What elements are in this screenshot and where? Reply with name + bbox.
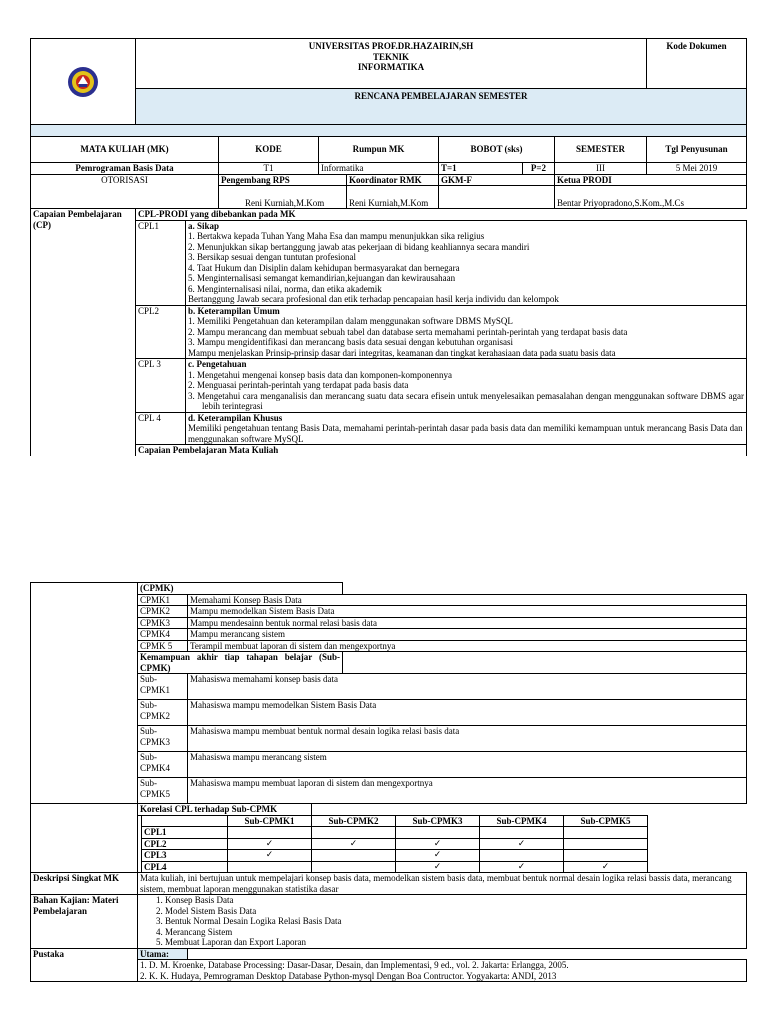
korelasi-cell: ✓ — [480, 861, 564, 873]
course-code: T1 — [219, 163, 319, 175]
mk-header: MATA KULIAH (MK) — [31, 137, 219, 163]
cp-label: Capaian Pembelajaran (CP) — [31, 209, 136, 456]
korelasi-left-blank — [31, 804, 138, 873]
university-name: UNIVERSITAS PROF.DR.HAZAIRIN,SH — [308, 41, 474, 51]
cpmk-text: Memahami Konsep Basis Data — [188, 594, 747, 606]
korelasi-cell — [312, 850, 396, 862]
course-name: Pemrograman Basis Data — [31, 163, 219, 175]
koordinator-name: Reni Kurniah,M.Kom — [347, 186, 439, 209]
cpmk-text: Mampu mendesainn bentuk normal relasi basis data — [188, 617, 747, 629]
sub-cpmk-code: Sub-CPMK2 — [138, 700, 188, 726]
sub-cpmk-text: Mahasiswa mampu merancang sistem — [188, 752, 747, 778]
bahan-item: 4. Merancang Sistem — [156, 926, 233, 937]
korelasi-col-header: Sub-CPMK2 — [312, 815, 396, 827]
kode-dokumen: Kode Dokumen — [647, 39, 747, 89]
korelasi-cell — [312, 861, 396, 873]
korelasi-col-header: Sub-CPMK3 — [396, 815, 480, 827]
sub-cpmk-code: Sub-CPMK3 — [138, 726, 188, 752]
pustaka-list — [138, 960, 747, 982]
ketua-label: Ketua PRODI — [555, 174, 747, 186]
gkm-label: GKM-F — [439, 174, 555, 186]
cpl2-item: 1. Memiliki Pengetahuan dan keterampilan dalam menggunakan software DBMS MySQL — [188, 316, 513, 326]
pustaka-item: 2. K. K. Hudaya, Pemrograman Desktop Database Python-mysql Dengan Boa Contructor. Yogyakarta: ANDI, 2013 — [140, 970, 557, 981]
cpmk-text: Mampu merancang sistem — [188, 629, 747, 641]
korelasi-cell — [396, 827, 480, 839]
cpl1-code: CPL1 — [136, 220, 186, 305]
cpmk-code: CPMK2 — [138, 606, 188, 618]
cpl1-title: a. Sikap — [188, 220, 220, 231]
korelasi-cell — [480, 850, 564, 862]
korelasi-col-header: Sub-CPMK5 — [564, 815, 648, 827]
cpmk-code: CPMK4 — [138, 629, 188, 641]
utama-blank — [188, 948, 747, 960]
cpl2-extra: Mampu menjelaskan Prinsip-prinsip dasar dari integritas, keamanan dan tingkat kerahasiaan data pada suatu basis data — [188, 347, 616, 358]
koordinator-label: Koordinator RMK — [347, 174, 439, 186]
sub-cpmk-header: Kemampuan akhir tiap tahapan belajar (Sub-CPMK) — [138, 652, 343, 674]
korelasi-cell: ✓ — [228, 838, 312, 850]
korelasi-cell — [564, 850, 648, 862]
bahan-item: 2. Model Sistem Basis Data — [156, 905, 257, 916]
bobot-p: P=2 — [523, 163, 555, 175]
cpl1-item: 4. Taat Hukum dan Disiplin dalam kehidupan bermasyarakat dan bernegara — [188, 262, 460, 273]
cpl1-item: 6. Menginternalisasi nilai, norma, dan etika akademik — [188, 283, 382, 294]
korelasi-cell: ✓ — [312, 838, 396, 850]
korelasi-corner — [142, 815, 228, 827]
korelasi-cell — [312, 827, 396, 839]
cpmk-label-blank — [343, 583, 747, 595]
bahan-item: 1. Konsep Basis Data — [156, 895, 234, 905]
cpmk-code: CPMK3 — [138, 617, 188, 629]
cpl2-item: 2. Mampu merancang dan membuat sebuah tabel dan database serta memahami perintah-perintah yang terdapat basis data — [188, 326, 628, 337]
bahan-list — [138, 895, 747, 949]
korelasi-cell — [564, 838, 648, 850]
cpl1-content — [186, 220, 747, 305]
bobot-t: T=1 — [439, 163, 523, 175]
gkm-name — [439, 186, 555, 209]
korelasi-cell: ✓ — [564, 861, 648, 873]
sub-cpmk-text: Mahasiswa memahami konsep basis data — [188, 674, 747, 700]
university-logo — [67, 66, 99, 98]
cpl1-item: 2. Menunjukkan sikap bertanggung jawab atas pekerjaan di bidang keahliannya secara mandiri — [188, 241, 530, 252]
bahan-item: 3. Bentuk Normal Desain Logika Relasi Basis Data — [156, 916, 342, 926]
korelasi-table — [30, 803, 747, 873]
cpmk-header: Capaian Pembelajaran Mata Kuliah — [136, 445, 747, 456]
korelasi-cell — [228, 861, 312, 873]
kode-header: KODE — [219, 137, 319, 163]
cpmk-label: (CPMK) — [138, 583, 343, 595]
program-name: INFORMATIKA — [357, 62, 425, 72]
doc-title: RENCANA PEMBELAJARAN SEMESTER — [136, 89, 747, 125]
deskripsi-text: Mata kuliah, ini bertujuan untuk mempelajari konsep basis data, memodelkan sistem basis data, membuat bentuk normal desain logika relasi bassis data, merancang sistem, membuat laporan menggunakan statistika dasar — [138, 873, 747, 895]
rps-page-1 — [30, 38, 746, 456]
rps-page-2 — [30, 582, 747, 982]
cpl3-item: 2. Menguasai perintah-perintah yang terdapat pada basis data — [188, 380, 409, 390]
cpmk-text: Terampil membuat laporan di sistem dan mengexportnya — [188, 640, 747, 652]
sub-cpmk-text: Mahasiswa mampu membuat laporan di sistem dan mengexportnya — [188, 778, 747, 804]
rps-header-table — [30, 38, 747, 209]
bahan-label: Bahan Kajian: Materi Pembelajaran — [31, 895, 138, 949]
pengembang-text: Reni Kurniah,M.Kom — [245, 197, 325, 208]
cpmk-text: Mampu memodelkan Sistem Basis Data — [188, 606, 747, 618]
korelasi-right-blank — [648, 815, 747, 873]
cpl3-title: c. Pengetahuan — [188, 359, 247, 369]
korelasi-row-label: CPL3 — [142, 850, 228, 862]
cpl3-item: 3. Mengetahui cara menganalisis dan merancang suatu data secara efisein untuk menyelesaikan pemasalahan dengan menggunakan software DBMS agar lebih terintegrasi — [188, 390, 745, 411]
cpl1-extra: Bertanggung Jawab secara profesional dan etik terhadap pencapaian hasil kerja individu dan kelompok — [188, 294, 559, 304]
cpmk-left-blank — [31, 583, 138, 778]
cpl3-code: CPL 3 — [136, 359, 186, 413]
korelasi-row-label: CPL4 — [142, 861, 228, 873]
korelasi-cell: ✓ — [228, 850, 312, 862]
cpl1-item: 3. Bersikap sesuai dengan tuntutan profesional — [188, 252, 356, 262]
korelasi-col-header: Sub-CPMK1 — [228, 815, 312, 827]
cpl3-content — [186, 359, 747, 413]
cpl4-title: d. Keterampilan Khusus — [188, 412, 283, 423]
sub-cpmk-header-blank — [343, 652, 747, 674]
korelasi-col-header: Sub-CPMK4 — [480, 815, 564, 827]
korelasi-cell: ✓ — [396, 850, 480, 862]
otorisasi-label: OTORISASI — [31, 174, 219, 209]
deskripsi-table — [30, 872, 747, 982]
cpl4-content — [186, 412, 747, 445]
sub-cpmk-code: Sub-CPMK4 — [138, 752, 188, 778]
logo-cell — [31, 39, 136, 125]
cpl2-code: CPL2 — [136, 305, 186, 359]
ketua-name: Bentar Priyopradono,S.Kom.,M.Cs — [555, 186, 747, 209]
deskripsi-label: Deskripsi Singkat MK — [31, 873, 138, 895]
cpl1-item: 5. Menginternalisasi semangat kemandirian,kejuangan dan kewirausahaan — [188, 273, 456, 283]
korelasi-row-label: CPL2 — [142, 838, 228, 850]
cpl2-title: b. Keterampilan Umum — [188, 305, 280, 316]
cpl4-text: Memiliki pengetahuan tentang Basis Data, memahami perintah-perintah dasar pada basis data dan memiliki kemampuan untuk merancang Basis Data dan menggunakan software MySQL — [188, 423, 743, 444]
sub-cpmk-code: Sub-CPMK5 — [138, 778, 188, 804]
course-semester: III — [555, 163, 647, 175]
korelasi-cell: ✓ — [396, 861, 480, 873]
page-break — [30, 496, 746, 582]
faculty-name: TEKNIK — [372, 51, 409, 62]
korelasi-row-label: CPL1 — [142, 827, 228, 839]
sub-cpmk-text: Mahasiswa mampu memodelkan Sistem Basis Data — [188, 700, 747, 726]
pustaka-label: Pustaka — [31, 948, 138, 982]
rumpun-header: Rumpun MK — [319, 137, 439, 163]
cpl2-content — [186, 305, 747, 359]
semester-header: SEMESTER — [555, 137, 647, 163]
cpl4-code: CPL 4 — [136, 412, 186, 445]
pengembang-name — [219, 186, 347, 209]
tgl-header: Tgl Penyusunan — [647, 137, 747, 163]
spacer-row — [31, 125, 747, 137]
cpl2-item: 3. Mampu mengidentifikasi dan merancang basis data sesuai dengan kebutuhan organisasi — [188, 337, 513, 347]
korelasi-cell: ✓ — [480, 838, 564, 850]
cp-table — [30, 208, 747, 456]
cpmk-code: CPMK1 — [138, 594, 188, 606]
korelasi-header: Korelasi CPL terhadap Sub-CPMK — [138, 804, 312, 816]
korelasi-header-blank — [312, 804, 747, 816]
cpl3-item: 1. Mengetahui mengenai konsep basis data dan komponen-komponennya — [188, 369, 452, 380]
korelasi-cell — [480, 827, 564, 839]
korelasi-cell — [228, 827, 312, 839]
course-rumpun: Informatika — [319, 163, 439, 175]
course-date: 5 Mei 2019 — [647, 163, 747, 175]
pengembang-label: Pengembang RPS — [219, 174, 347, 186]
korelasi-cell — [564, 827, 648, 839]
bobot-header: BOBOT (sks) — [439, 137, 555, 163]
sub-cpmk-text: Mahasiswa mampu membuat bentuk normal desain logika relasi basis data — [188, 726, 747, 752]
cpl-prodi-header: CPL-PRODI yang dibebankan pada MK — [136, 209, 747, 221]
cpmk-table — [30, 582, 747, 804]
sub-cpmk-code: Sub-CPMK1 — [138, 674, 188, 700]
korelasi-cell: ✓ — [396, 838, 480, 850]
bahan-item: 5. Membuat Laporan dan Export Laporan — [156, 937, 306, 947]
utama-label: Utama: — [138, 948, 188, 960]
cpl1-item: 1. Bertakwa kepada Tuhan Yang Maha Esa dan mampu menunjukkan sika religius — [188, 231, 485, 241]
pustaka-item: 1. D. M. Kroenke, Database Processing: Dasar-Dasar, Desain, dan Implementasi, 9 ed., vol. 2. Jakarta: Erlangga, 2005. — [140, 960, 569, 970]
cpmk-code: CPMK 5 — [138, 640, 188, 652]
university-heading — [136, 39, 647, 89]
sub-cpmk-left-blank — [31, 778, 138, 804]
